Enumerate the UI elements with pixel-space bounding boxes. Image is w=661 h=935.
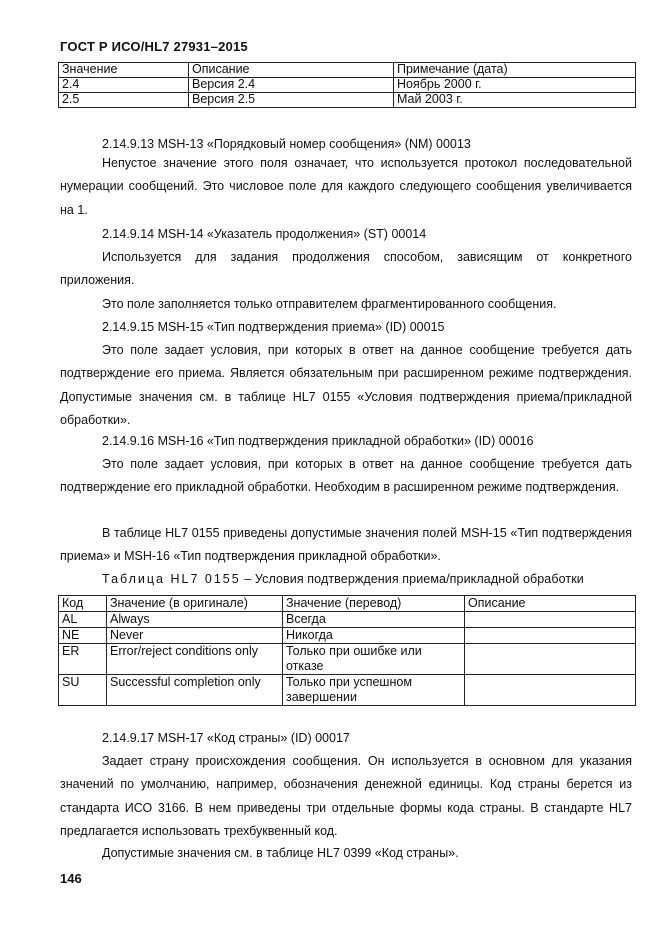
table-row [59, 93, 636, 108]
table-header-row [59, 596, 636, 612]
table-cell: Только при успешном завершении [283, 675, 465, 706]
acknowledgement-table [58, 595, 636, 706]
table-cell: Всегда [283, 612, 465, 628]
table-header-row [59, 63, 636, 78]
table-caption-label: Таблица HL7 0155 [102, 572, 241, 586]
section-heading: 2.14.9.17 MSH-17 «Код страны» (ID) 00017 [102, 731, 350, 745]
table-row [59, 675, 636, 706]
table-cell: Always [107, 612, 283, 628]
section-heading: 2.14.9.13 MSH-13 «Порядковый номер сообщения» (NM) 00013 [102, 137, 471, 151]
table-caption [102, 568, 632, 591]
column-header: Код [59, 596, 107, 612]
versions-table [58, 62, 636, 108]
table-cell: Successful completion only [107, 675, 283, 706]
column-header: Значение (в оригинале) [107, 596, 283, 612]
column-header: Примечание (дата) [394, 63, 636, 78]
table-cell [465, 612, 636, 628]
section-heading: 2.14.9.14 MSH-14 «Указатель продолжения» (ST) 00014 [102, 227, 427, 241]
document-header: ГОСТ Р ИСО/HL7 27931–2015 [60, 39, 248, 54]
table-cell: Только при ошибке или отказе [283, 644, 465, 675]
table-cell [465, 644, 636, 675]
section-heading: 2.14.9.16 MSH-16 «Тип подтверждения прикладной обработки» (ID) 00016 [102, 434, 534, 448]
table-cell: Error/reject conditions only [107, 644, 283, 675]
table-cell [465, 628, 636, 644]
table-cell: Май 2003 г. [394, 93, 636, 108]
table-cell: 2.4 [59, 78, 189, 93]
table-row [59, 628, 636, 644]
paragraph: В таблице HL7 0155 приведены допустимые значения полей MSH-15 «Тип подтверждения приема» и MSH-16 «Тип подтверждения прикладной обработки». [60, 526, 632, 564]
table-cell: NE [59, 628, 107, 644]
table-cell: AL [59, 612, 107, 628]
paragraph: Допустимые значения см. в таблице HL7 0399 «Код страны». [102, 846, 459, 860]
table-cell: 2.5 [59, 93, 189, 108]
table-cell: Never [107, 628, 283, 644]
table-cell [465, 675, 636, 706]
table-row [59, 78, 636, 93]
paragraph: Это поле задает условия, при которых в ответ на данное сообщение требуется дать подтверждение его прикладной обработки. Необходим в расширенном режиме подтверждения. [60, 457, 632, 495]
column-header: Значение (перевод) [283, 596, 465, 612]
table-cell: Никогда [283, 628, 465, 644]
paragraph: Это поле заполняется только отправителем фрагментированного сообщения. [102, 297, 557, 311]
page-number: 146 [60, 871, 82, 886]
paragraph: Это поле задает условия, при которых в ответ на данное сообщение требуется дать подтверждение его приема. Является обязательным при расширенном режиме подтверждения. Допустимые значения см. в таблице HL7 0155 «Условия подтверждения приема/прикладной обработки». [60, 343, 632, 427]
table-cell: Версия 2.5 [189, 93, 394, 108]
paragraph: Задает страну происхождения сообщения. Он используется в основном для указания значений по умолчанию, например, обозначения денежной единицы. Код страны берется из стандарта ИСО 3166. В нем приведены три отдельные формы кода страны. В стандарте HL7 предлагается использовать трехбуквенный код. [60, 754, 632, 838]
table-cell: Ноябрь 2000 г. [394, 78, 636, 93]
table-row [59, 644, 636, 675]
column-header: Описание [189, 63, 394, 78]
paragraph: Непустое значение этого поля означает, что используется протокол последовательной нумерации сообщений. Это числовое поле для каждого следующего сообщения увеличивается на 1. [60, 156, 632, 217]
table-cell: SU [59, 675, 107, 706]
table-row [59, 612, 636, 628]
table-cell: ER [59, 644, 107, 675]
table-caption-text: – Условия подтверждения приема/прикладной обработки [240, 572, 584, 586]
section-heading: 2.14.9.15 MSH-15 «Тип подтверждения приема» (ID) 00015 [102, 320, 445, 334]
table-cell: Версия 2.4 [189, 78, 394, 93]
column-header: Описание [465, 596, 636, 612]
paragraph: Используется для задания продолжения способом, зависящим от конкретного приложения. [60, 250, 632, 288]
column-header: Значение [59, 63, 189, 78]
